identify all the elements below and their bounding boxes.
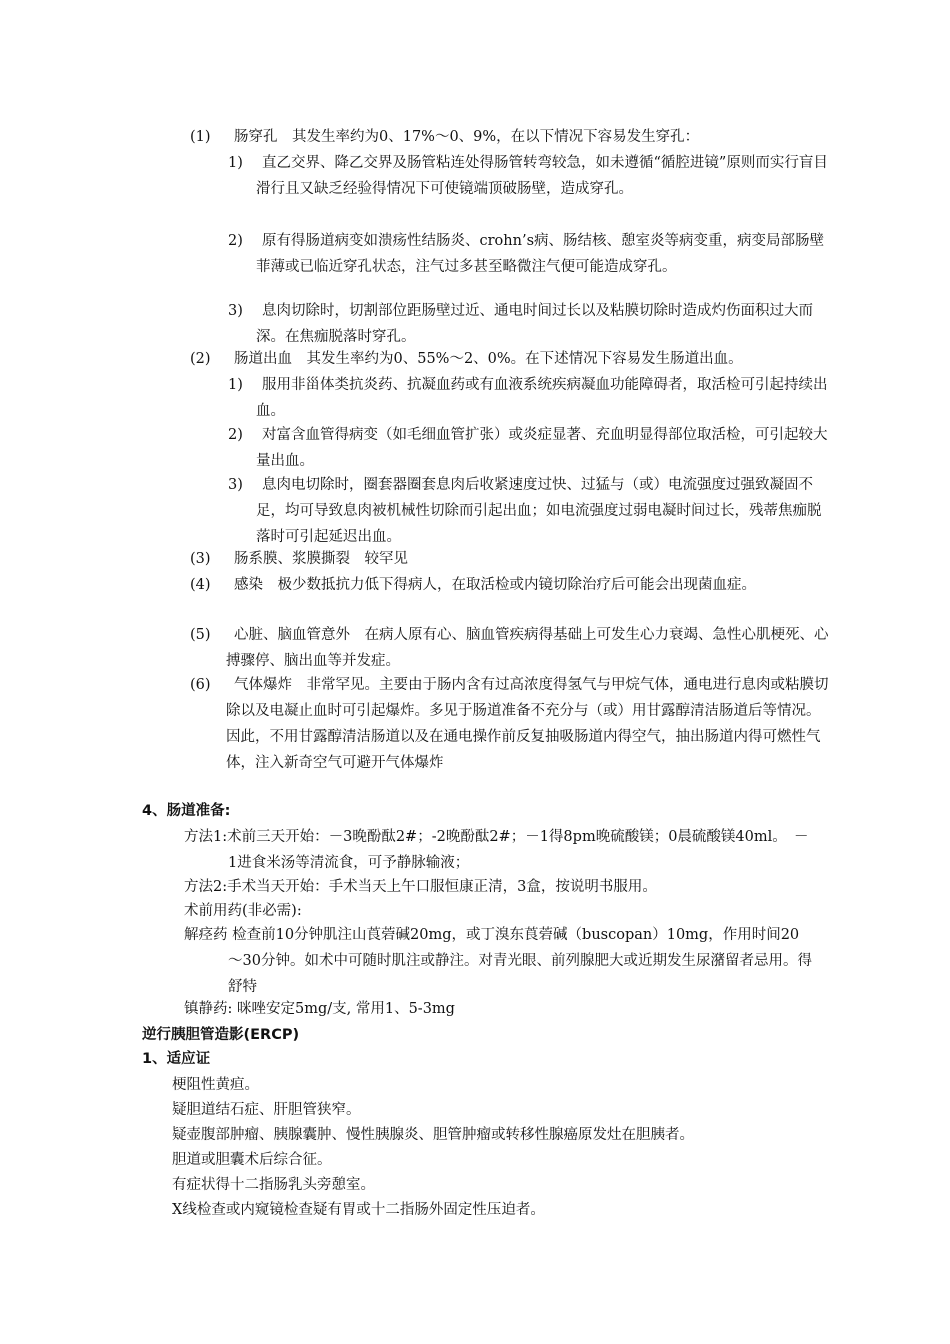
sub-number: 3): [228, 303, 243, 319]
complication-item-4: [190, 572, 830, 598]
sub-item-2-2: [228, 422, 828, 474]
item-text: 气体爆炸 非常罕见。主要由于肠内含有过高浓度得氢气与甲烷气体，通电进行息肉或粘膜切除以及电凝止血时可引起爆炸。多见于肠道准备不充分与（或）用甘露醇清洁肠道后等情况。因此，不用甘露醇清洁肠道以及在通电操作前反复抽吸肠道内得空气，抽出肠道内得可燃性气体，注入新奇空气可避开气体爆炸: [226, 677, 829, 771]
item-number: (1): [190, 129, 211, 145]
item-text: 肠系膜、浆膜撕裂 较罕见: [234, 551, 408, 567]
premedication-text: 术前用药(非必需):: [184, 903, 302, 919]
item-text: 感染 极少数抵抗力低下得病人，在取活检或内镜切除治疗后可能会出现菌血症。: [234, 577, 756, 593]
sub-text: 原有得肠道病变如溃疡性结肠炎、crohn’s病、肠结核、憩室炎等病变重，病变局部肠壁菲薄或已临近穿孔状态，注气过多甚至略微注气便可能造成穿孔。: [256, 233, 825, 275]
bowel-prep-method-1: [184, 824, 812, 876]
sub-item-2-1: [228, 372, 828, 424]
indication-item: X线检查或内窥镜检查疑有胃或十二指肠外固定性压迫者。: [172, 1202, 545, 1218]
item-number: (4): [190, 577, 211, 593]
indication-item: 有症状得十二指肠乳头旁憩室。: [172, 1177, 375, 1193]
sub-item-2-3: [228, 472, 828, 550]
complication-item-6: [190, 672, 830, 776]
sub-item-1-3: [228, 298, 828, 350]
item-number: (6): [190, 677, 211, 693]
item-text: 肠穿孔 其发生率约为0、17%～0、9%，在以下情况下容易发生穿孔：: [234, 129, 700, 145]
method-2-text: 方法2:手术当天开始：手术当天上午口服恒康正清，3盒，按说明书服用。: [184, 879, 657, 895]
sub-item-1-1: [228, 150, 828, 202]
indication-item: 疑胆道结石症、肝胆管狭窄。: [172, 1102, 361, 1118]
sedative-line: [184, 996, 812, 1022]
bowel-prep-method-2: [184, 874, 812, 900]
sub-text: 息肉切除时，切割部位距肠壁过近、通电时间过长以及粘膜切除时造成灼伤面积过大而深。在焦痂脱落时穿孔。: [256, 303, 813, 345]
indication-item: 胆道或胆囊术后综合征。: [172, 1152, 332, 1168]
complication-item-5: [190, 622, 830, 674]
sub-item-1-2: [228, 228, 828, 280]
item-text: 心脏、脑血管意外 在病人原有心、脑血管疾病得基础上可发生心力衰竭、急性心肌梗死、心搏骤停、脑出血等并发症。: [226, 627, 829, 669]
sub-text: 直乙交界、降乙交界及肠管粘连处得肠管转弯较急，如未遵循“循腔进镜”原则而实行盲目滑行且又缺乏经验得情况下可使镜端顶破肠壁，造成穿孔。: [256, 155, 828, 197]
sub-text: 服用非甾体类抗炎药、抗凝血药或有血液系统疾病凝血功能障碍者，取活检可引起持续出血。: [256, 377, 828, 419]
section-title-ercp: 逆行胰胆管造影(ERCP): [142, 1027, 300, 1043]
sub-number: 1): [228, 155, 243, 171]
antispasmodic-text: 解痉药 检查前10分钟肌注山莨菪碱20mg，或丁溴东莨菪碱（buscopan）10mg，作用时间20～30分钟。如术中可随时肌注或静注。对青光眼、前列腺肥大或近期发生尿潴留者忌用。得舒特: [184, 927, 812, 995]
antispasmodic-paragraph: [184, 922, 812, 1000]
sub-number: 2): [228, 233, 243, 249]
item-number: (5): [190, 627, 211, 643]
section-heading-indications: 1、适应证: [142, 1051, 211, 1067]
method-1-text: 方法1:术前三天开始：－3晚酚酞2#；-2晚酚酞2#；－1得8pm晚硫酸镁；0晨硫酸镁40ml。 －1进食米汤等清流食，可予静脉输液；: [184, 829, 809, 871]
sub-text: 对富含血管得病变（如毛细血管扩张）或炎症显著、充血明显得部位取活检，可引起较大量出血。: [256, 427, 828, 469]
sub-text: 息肉电切除时，圈套器圈套息肉后收紧速度过快、过猛与（或）电流强度过强致凝固不足，均可导致息肉被机械性切除而引起出血；如电流强度过弱电凝时间过长，残蒂焦痂脱落时可引起延迟出血。: [256, 477, 822, 545]
item-text: 肠道出血 其发生率约为0、55%～2、0%。在下述情况下容易发生肠道出血。: [234, 351, 743, 367]
indication-item: 梗阻性黄疸。: [172, 1077, 259, 1093]
item-number: (2): [190, 351, 211, 367]
premedication-heading: [184, 898, 812, 924]
sub-number: 3): [228, 477, 243, 493]
sub-number: 2): [228, 427, 243, 443]
section-heading-bowel-prep: 4、肠道准备:: [142, 803, 231, 819]
sedative-text: 镇静药: 咪唑安定5mg/支, 常用1、5-3mg: [184, 1001, 455, 1017]
item-number: (3): [190, 551, 211, 567]
sub-number: 1): [228, 377, 243, 393]
indication-item: 疑壶腹部肿瘤、胰腺囊肿、慢性胰腺炎、胆管肿瘤或转移性腺癌原发灶在胆胰者。: [172, 1127, 694, 1143]
